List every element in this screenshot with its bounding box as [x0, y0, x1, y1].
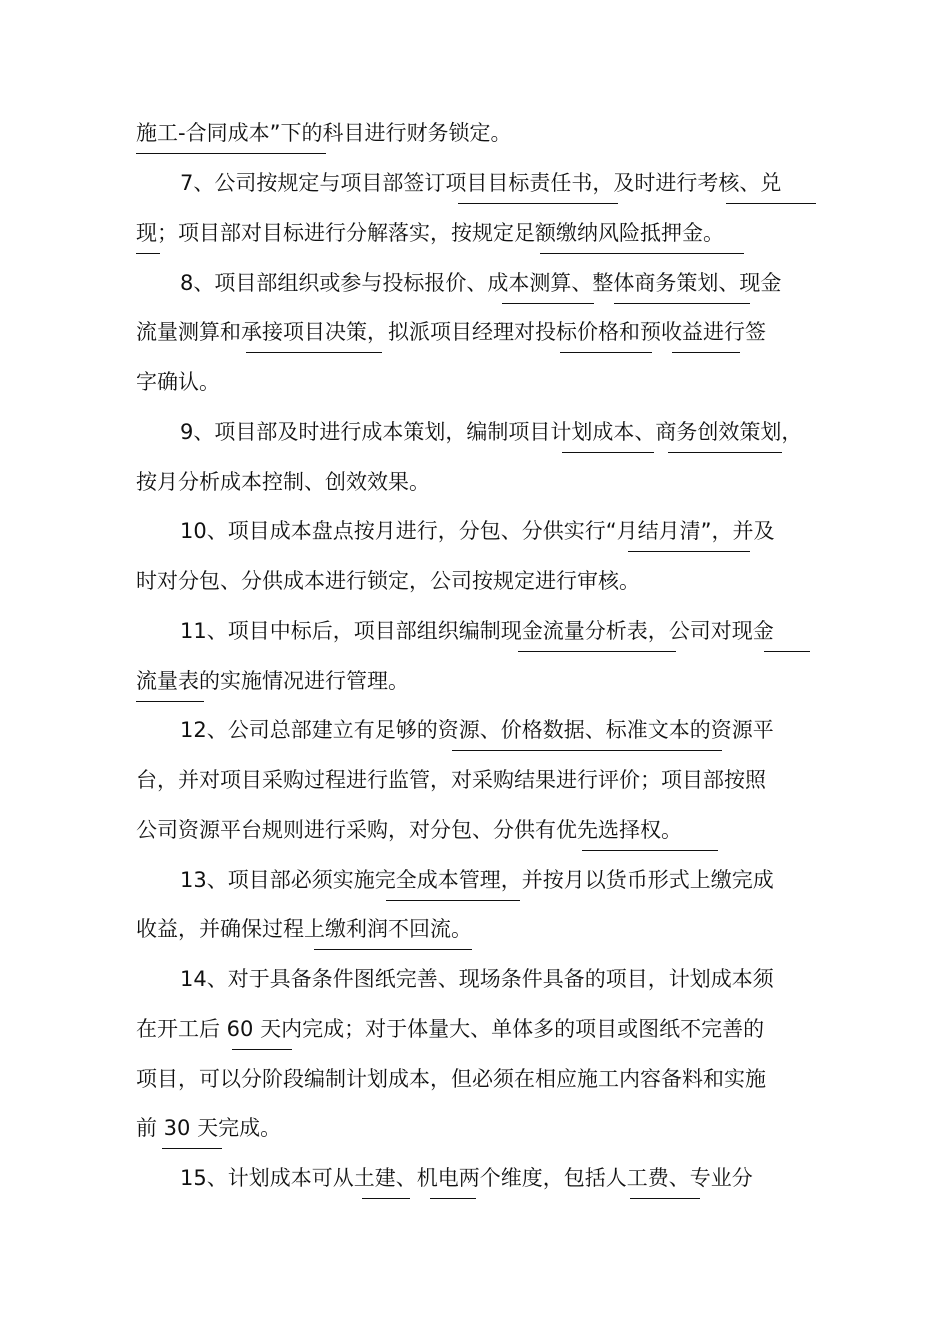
underline-rule: [502, 303, 594, 304]
underline-rule: [136, 153, 326, 154]
text-line: 按月分析成本控制、创效效果。: [136, 470, 430, 494]
underline-rule: [668, 452, 782, 453]
text-line: 施工-合同成本”下的科目进行财务锁定。: [136, 121, 512, 145]
text-line: 15、计划成本可从土建、机电两个维度，包括人工费、专业分: [180, 1166, 753, 1190]
text-line: 9、项目部及时进行成本策划，编制项目计划成本、商务创效策划，: [180, 420, 803, 444]
text-line: 11、项目中标后，项目部组织编制现金流量分析表，公司对现金: [180, 619, 774, 643]
underline-rule: [726, 203, 816, 204]
underline-rule: [314, 949, 472, 950]
underline-rule: [136, 701, 204, 702]
text-line: 8、项目部组织或参与投标报价、成本测算、整体商务策划、现金: [180, 271, 782, 295]
underline-rule: [764, 651, 810, 652]
underline-rule: [614, 303, 750, 304]
text-line: 字确认。: [136, 370, 220, 394]
text-line: 在开工后 60 天内完成；对于体量大、单体多的项目或图纸不完善的: [136, 1017, 765, 1041]
text-line: 13、项目部必须实施完全成本管理，并按月以货币形式上缴完成: [180, 868, 774, 892]
text-line: 10、项目成本盘点按月进行，分包、分供实行“月结月清”，并及: [180, 519, 775, 543]
underline-rule: [386, 900, 520, 901]
underline-rule: [518, 651, 676, 652]
underline-rule: [232, 1049, 292, 1050]
text-line: 流量表的实施情况进行管理。: [136, 669, 409, 693]
text-line: 台，并对项目采购过程进行监管，对采购结果进行评价；项目部按照: [136, 768, 766, 792]
text-line: 7、公司按规定与项目部签订项目目标责任书，及时进行考核、兑: [180, 171, 782, 195]
underline-rule: [562, 452, 654, 453]
underline-rule: [630, 1198, 700, 1199]
underline-rule: [162, 1148, 222, 1149]
underline-rule: [540, 253, 744, 254]
text-line: 12、公司总部建立有足够的资源、价格数据、标准文本的资源平: [180, 718, 774, 742]
underline-rule: [582, 850, 718, 851]
underline-rule: [560, 352, 652, 353]
underline-rule: [430, 1198, 476, 1199]
underline-rule: [136, 253, 160, 254]
underline-rule: [458, 203, 618, 204]
text-line: 公司资源平台规则进行采购，对分包、分供有优先选择权。: [136, 818, 682, 842]
text-line: 现；项目部对目标进行分解落实，按规定足额缴纳风险抵押金。: [136, 221, 724, 245]
text-line: 流量测算和承接项目决策，拟派项目经理对投标价格和预收益进行签: [136, 320, 766, 344]
underline-rule: [362, 1198, 410, 1199]
text-line: 14、对于具备条件图纸完善、现场条件具备的项目，计划成本须: [180, 967, 774, 991]
underline-rule: [628, 551, 750, 552]
underline-rule: [246, 352, 382, 353]
text-line: 项目，可以分阶段编制计划成本，但必须在相应施工内容备料和实施: [136, 1067, 766, 1091]
text-line: 收益，并确保过程上缴利润不回流。: [136, 917, 472, 941]
text-line: 前 30 天完成。: [136, 1116, 282, 1140]
text-line: 时对分包、分供成本进行锁定，公司按规定进行审核。: [136, 569, 640, 593]
underline-rule: [452, 750, 722, 751]
underline-rule: [672, 352, 740, 353]
